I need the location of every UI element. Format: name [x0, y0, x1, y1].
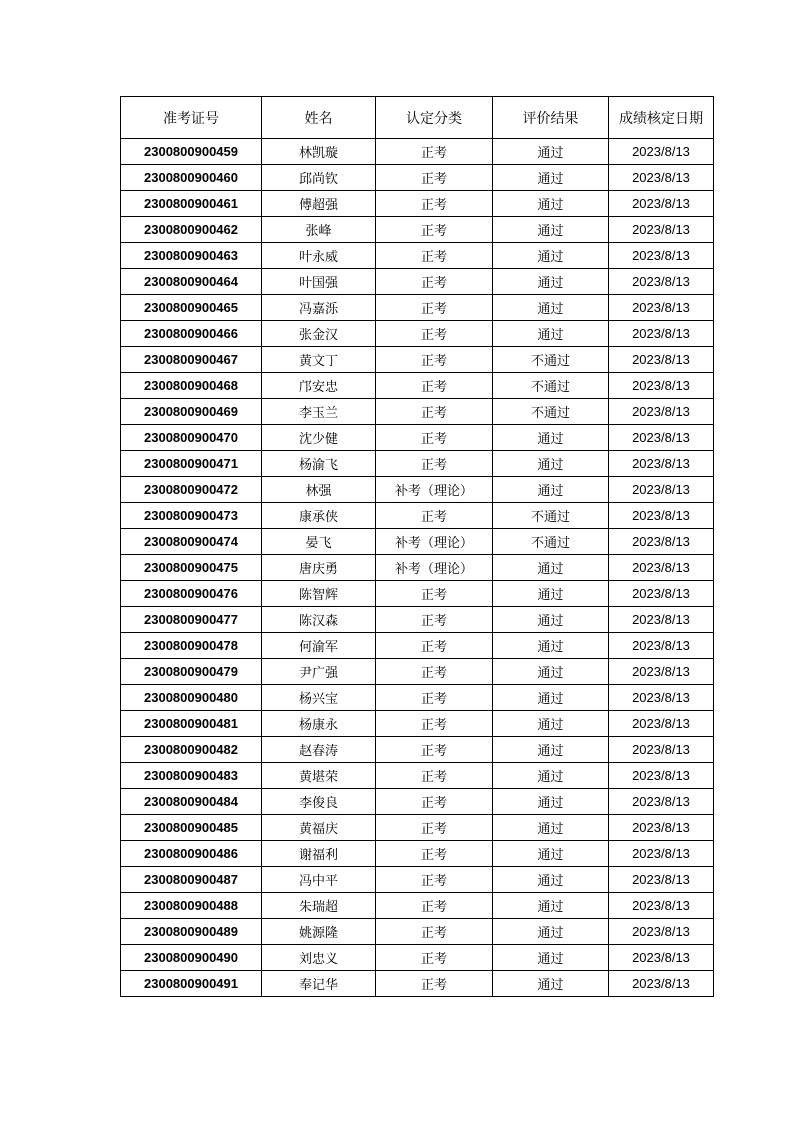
cell-name: 杨渝飞: [262, 451, 376, 477]
cell-exam-id: 2300800900468: [121, 373, 262, 399]
table-row: [121, 243, 714, 269]
cell-date: 2023/8/13: [609, 867, 714, 893]
table-row: [121, 191, 714, 217]
cell-category: 正考: [376, 451, 493, 477]
cell-category: 正考: [376, 425, 493, 451]
cell-name: 康承侠: [262, 503, 376, 529]
cell-date: 2023/8/13: [609, 243, 714, 269]
cell-date: 2023/8/13: [609, 763, 714, 789]
cell-name: 唐庆勇: [262, 555, 376, 581]
cell-name: 李俊良: [262, 789, 376, 815]
cell-exam-id: 2300800900476: [121, 581, 262, 607]
cell-name: 傅超强: [262, 191, 376, 217]
table-row: [121, 399, 714, 425]
cell-date: 2023/8/13: [609, 659, 714, 685]
cell-category: 正考: [376, 841, 493, 867]
cell-name: 叶永威: [262, 243, 376, 269]
header-result: 评价结果: [493, 97, 609, 139]
cell-result: 通过: [493, 919, 609, 945]
cell-category: 正考: [376, 347, 493, 373]
table-row: [121, 919, 714, 945]
cell-date: 2023/8/13: [609, 945, 714, 971]
cell-category: 正考: [376, 893, 493, 919]
cell-category: 正考: [376, 243, 493, 269]
cell-date: 2023/8/13: [609, 477, 714, 503]
cell-category: 正考: [376, 217, 493, 243]
table-row: [121, 139, 714, 165]
header-exam-id: 准考证号: [121, 97, 262, 139]
cell-date: 2023/8/13: [609, 971, 714, 997]
cell-date: 2023/8/13: [609, 633, 714, 659]
header-category: 认定分类: [376, 97, 493, 139]
cell-result: 不通过: [493, 399, 609, 425]
cell-name: 张金汉: [262, 321, 376, 347]
table-header-row: [121, 97, 714, 139]
table-row: [121, 711, 714, 737]
cell-exam-id: 2300800900464: [121, 269, 262, 295]
table-row: [121, 633, 714, 659]
cell-date: 2023/8/13: [609, 581, 714, 607]
cell-result: 通过: [493, 841, 609, 867]
cell-result: 不通过: [493, 373, 609, 399]
cell-date: 2023/8/13: [609, 451, 714, 477]
cell-name: 邱尚钦: [262, 165, 376, 191]
cell-exam-id: 2300800900490: [121, 945, 262, 971]
cell-exam-id: 2300800900462: [121, 217, 262, 243]
cell-category: 正考: [376, 685, 493, 711]
table-body: [121, 139, 714, 997]
cell-name: 陈汉森: [262, 607, 376, 633]
cell-name: 李玉兰: [262, 399, 376, 425]
cell-exam-id: 2300800900463: [121, 243, 262, 269]
cell-result: 通过: [493, 633, 609, 659]
cell-name: 林强: [262, 477, 376, 503]
cell-name: 谢福利: [262, 841, 376, 867]
cell-exam-id: 2300800900483: [121, 763, 262, 789]
cell-category: 正考: [376, 607, 493, 633]
cell-exam-id: 2300800900470: [121, 425, 262, 451]
results-table: [120, 96, 714, 997]
cell-name: 晏飞: [262, 529, 376, 555]
cell-category: 正考: [376, 971, 493, 997]
table-row: [121, 893, 714, 919]
table-row: [121, 867, 714, 893]
cell-result: 通过: [493, 451, 609, 477]
cell-exam-id: 2300800900474: [121, 529, 262, 555]
cell-name: 冯中平: [262, 867, 376, 893]
cell-result: 通过: [493, 685, 609, 711]
cell-exam-id: 2300800900475: [121, 555, 262, 581]
cell-name: 赵春涛: [262, 737, 376, 763]
cell-result: 通过: [493, 711, 609, 737]
cell-exam-id: 2300800900465: [121, 295, 262, 321]
cell-name: 刘忠义: [262, 945, 376, 971]
cell-result: 通过: [493, 555, 609, 581]
table-row: [121, 373, 714, 399]
cell-date: 2023/8/13: [609, 399, 714, 425]
cell-result: 通过: [493, 269, 609, 295]
cell-name: 姚源隆: [262, 919, 376, 945]
cell-exam-id: 2300800900484: [121, 789, 262, 815]
table-row: [121, 217, 714, 243]
cell-result: 不通过: [493, 503, 609, 529]
table-row: [121, 971, 714, 997]
cell-exam-id: 2300800900461: [121, 191, 262, 217]
cell-exam-id: 2300800900477: [121, 607, 262, 633]
table-row: [121, 841, 714, 867]
table-row: [121, 815, 714, 841]
cell-category: 正考: [376, 399, 493, 425]
cell-result: 通过: [493, 581, 609, 607]
cell-date: 2023/8/13: [609, 555, 714, 581]
table-row: [121, 763, 714, 789]
cell-name: 邝安忠: [262, 373, 376, 399]
cell-date: 2023/8/13: [609, 529, 714, 555]
table-row: [121, 581, 714, 607]
cell-result: 通过: [493, 243, 609, 269]
cell-date: 2023/8/13: [609, 191, 714, 217]
cell-name: 沈少健: [262, 425, 376, 451]
cell-exam-id: 2300800900469: [121, 399, 262, 425]
table-row: [121, 347, 714, 373]
cell-result: 通过: [493, 607, 609, 633]
cell-date: 2023/8/13: [609, 711, 714, 737]
cell-result: 通过: [493, 789, 609, 815]
cell-date: 2023/8/13: [609, 685, 714, 711]
cell-category: 正考: [376, 139, 493, 165]
cell-exam-id: 2300800900459: [121, 139, 262, 165]
cell-date: 2023/8/13: [609, 503, 714, 529]
cell-date: 2023/8/13: [609, 347, 714, 373]
cell-category: 补考（理论）: [376, 529, 493, 555]
cell-date: 2023/8/13: [609, 321, 714, 347]
table-row: [121, 945, 714, 971]
cell-name: 杨康永: [262, 711, 376, 737]
table-row: [121, 425, 714, 451]
table-row: [121, 503, 714, 529]
cell-name: 黄堪荣: [262, 763, 376, 789]
cell-exam-id: 2300800900487: [121, 867, 262, 893]
cell-result: 通过: [493, 737, 609, 763]
cell-category: 正考: [376, 867, 493, 893]
cell-exam-id: 2300800900478: [121, 633, 262, 659]
cell-date: 2023/8/13: [609, 295, 714, 321]
cell-date: 2023/8/13: [609, 425, 714, 451]
table-row: [121, 685, 714, 711]
cell-exam-id: 2300800900489: [121, 919, 262, 945]
cell-result: 通过: [493, 139, 609, 165]
cell-result: 通过: [493, 763, 609, 789]
table-row: [121, 737, 714, 763]
cell-category: 正考: [376, 945, 493, 971]
cell-date: 2023/8/13: [609, 737, 714, 763]
cell-exam-id: 2300800900471: [121, 451, 262, 477]
cell-result: 通过: [493, 893, 609, 919]
cell-result: 通过: [493, 321, 609, 347]
cell-category: 正考: [376, 321, 493, 347]
cell-category: 正考: [376, 503, 493, 529]
cell-name: 黄文丁: [262, 347, 376, 373]
cell-name: 何渝军: [262, 633, 376, 659]
cell-name: 张峰: [262, 217, 376, 243]
cell-category: 正考: [376, 711, 493, 737]
cell-name: 尹广强: [262, 659, 376, 685]
cell-result: 不通过: [493, 347, 609, 373]
cell-category: 正考: [376, 269, 493, 295]
cell-result: 通过: [493, 815, 609, 841]
cell-exam-id: 2300800900472: [121, 477, 262, 503]
cell-category: 正考: [376, 659, 493, 685]
cell-exam-id: 2300800900481: [121, 711, 262, 737]
cell-result: 不通过: [493, 529, 609, 555]
cell-name: 奉记华: [262, 971, 376, 997]
cell-result: 通过: [493, 191, 609, 217]
cell-result: 通过: [493, 477, 609, 503]
table-row: [121, 659, 714, 685]
cell-category: 正考: [376, 373, 493, 399]
cell-category: 正考: [376, 295, 493, 321]
cell-exam-id: 2300800900466: [121, 321, 262, 347]
table-row: [121, 295, 714, 321]
cell-name: 叶国强: [262, 269, 376, 295]
cell-exam-id: 2300800900482: [121, 737, 262, 763]
cell-category: 正考: [376, 919, 493, 945]
table-row: [121, 269, 714, 295]
cell-date: 2023/8/13: [609, 893, 714, 919]
cell-category: 正考: [376, 165, 493, 191]
cell-date: 2023/8/13: [609, 789, 714, 815]
header-name: 姓名: [262, 97, 376, 139]
table-row: [121, 529, 714, 555]
cell-name: 杨兴宝: [262, 685, 376, 711]
cell-exam-id: 2300800900491: [121, 971, 262, 997]
cell-date: 2023/8/13: [609, 919, 714, 945]
cell-name: 黄福庆: [262, 815, 376, 841]
table-row: [121, 321, 714, 347]
cell-date: 2023/8/13: [609, 607, 714, 633]
table-row: [121, 165, 714, 191]
cell-category: 正考: [376, 191, 493, 217]
cell-category: 补考（理论）: [376, 555, 493, 581]
cell-date: 2023/8/13: [609, 269, 714, 295]
cell-category: 正考: [376, 581, 493, 607]
table-row: [121, 477, 714, 503]
cell-result: 通过: [493, 295, 609, 321]
cell-exam-id: 2300800900480: [121, 685, 262, 711]
cell-name: 冯嘉泺: [262, 295, 376, 321]
cell-exam-id: 2300800900473: [121, 503, 262, 529]
cell-exam-id: 2300800900486: [121, 841, 262, 867]
cell-exam-id: 2300800900467: [121, 347, 262, 373]
cell-exam-id: 2300800900479: [121, 659, 262, 685]
cell-date: 2023/8/13: [609, 815, 714, 841]
cell-category: 正考: [376, 815, 493, 841]
cell-result: 通过: [493, 867, 609, 893]
table-row: [121, 451, 714, 477]
cell-result: 通过: [493, 659, 609, 685]
cell-exam-id: 2300800900485: [121, 815, 262, 841]
cell-exam-id: 2300800900460: [121, 165, 262, 191]
cell-name: 朱瑞超: [262, 893, 376, 919]
cell-date: 2023/8/13: [609, 841, 714, 867]
cell-name: 林凯璇: [262, 139, 376, 165]
cell-result: 通过: [493, 945, 609, 971]
cell-exam-id: 2300800900488: [121, 893, 262, 919]
table-row: [121, 555, 714, 581]
cell-category: 正考: [376, 763, 493, 789]
header-date: 成绩核定日期: [609, 97, 714, 139]
cell-result: 通过: [493, 217, 609, 243]
cell-name: 陈智辉: [262, 581, 376, 607]
cell-date: 2023/8/13: [609, 373, 714, 399]
cell-category: 正考: [376, 633, 493, 659]
table-row: [121, 607, 714, 633]
cell-category: 正考: [376, 789, 493, 815]
cell-result: 通过: [493, 425, 609, 451]
cell-category: 补考（理论）: [376, 477, 493, 503]
cell-result: 通过: [493, 971, 609, 997]
cell-date: 2023/8/13: [609, 139, 714, 165]
cell-date: 2023/8/13: [609, 165, 714, 191]
cell-category: 正考: [376, 737, 493, 763]
cell-date: 2023/8/13: [609, 217, 714, 243]
cell-result: 通过: [493, 165, 609, 191]
table-row: [121, 789, 714, 815]
